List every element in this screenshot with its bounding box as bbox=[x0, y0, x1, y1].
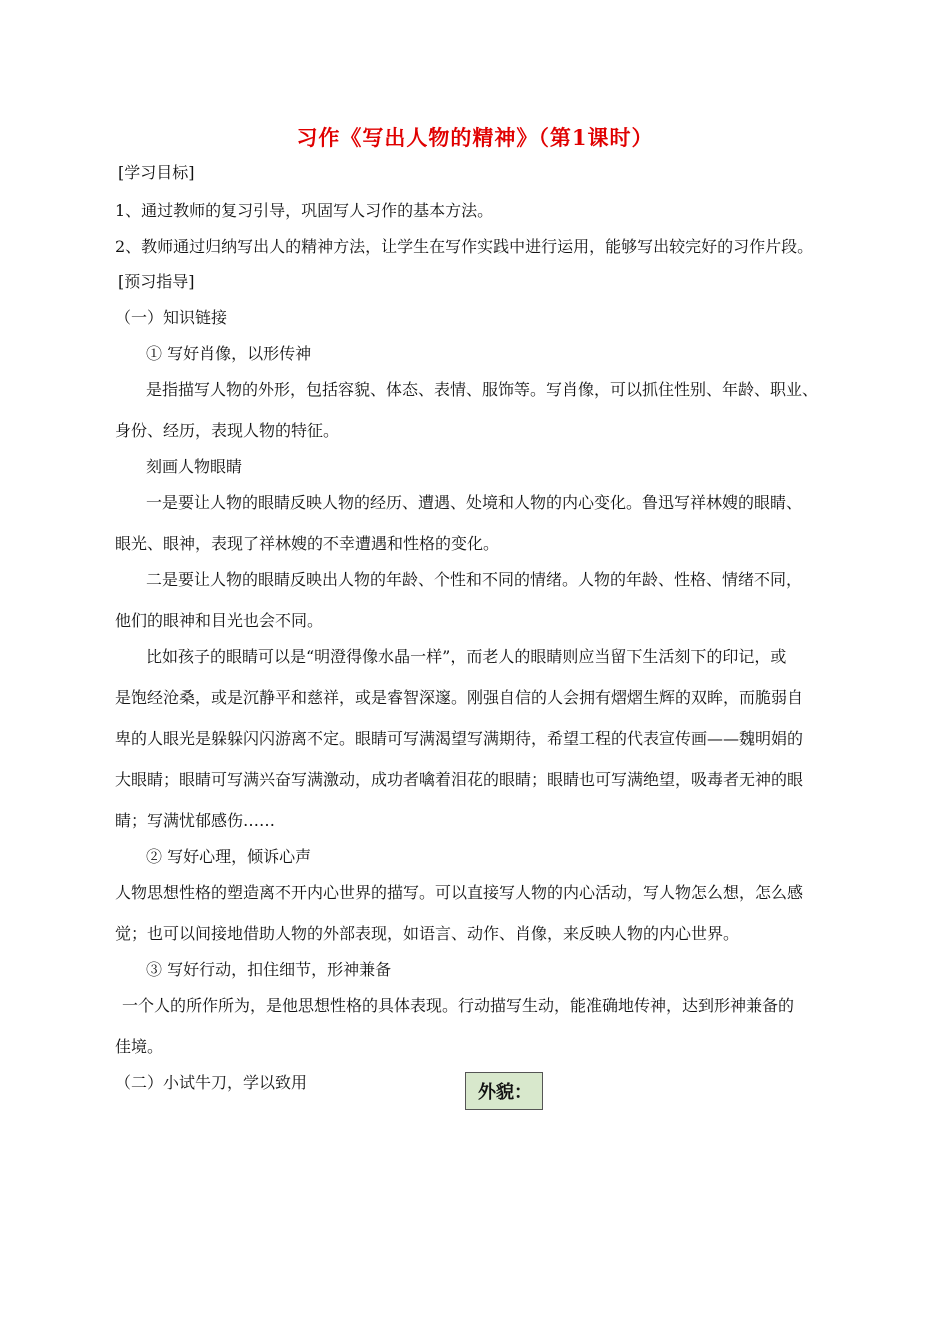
paragraph-line: 人物思想性格的塑造离不开内心世界的描写。可以直接写人物的内心活动，写人物怎么想，怎么感 bbox=[115, 883, 804, 902]
page-title: 习作《写出人物的精神》（第1课时） bbox=[296, 125, 654, 150]
point-portrait-heading: ① 写好肖像，以形传神 bbox=[146, 344, 312, 363]
paragraph-line: 身份、经历，表现人物的特征。 bbox=[115, 421, 340, 440]
objective-1: 1、通过教师的复习引导，巩固写人习作的基本方法。 bbox=[115, 201, 494, 220]
paragraph-line: 大眼睛；眼睛可写满兴奋写满激动，成功者噙着泪花的眼睛；眼睛也可写满绝望，吸毒者无神的眼 bbox=[115, 770, 804, 789]
paragraph-line: 睛；写满忧郁感伤…… bbox=[115, 811, 276, 830]
appearance-label: 外貌： bbox=[478, 1082, 532, 1103]
section-heading-objectives: [学习目标] bbox=[118, 163, 195, 182]
paragraph-line: 眼光、眼神，表现了祥林嫂的不幸遭遇和性格的变化。 bbox=[115, 534, 500, 553]
paragraph-line: 卑的人眼光是躲躲闪闪游离不定。眼睛可写满渴望写满期待，希望工程的代表宣传画——魏明娟的 bbox=[115, 729, 804, 748]
paragraph-line: 佳境。 bbox=[115, 1037, 164, 1056]
section-heading-preview: [预习指导] bbox=[118, 272, 195, 291]
paragraph-line: 二是要让人物的眼睛反映出人物的年龄、个性和不同的情绪。人物的年龄、性格、情绪不同， bbox=[146, 570, 803, 589]
objective-2: 2、教师通过归纳写出人的精神方法，让学生在写作实践中进行运用，能够写出较完好的习作片段。 bbox=[115, 237, 814, 256]
appearance-label-box bbox=[465, 1072, 543, 1110]
subsection-knowledge-link: （一）知识链接 bbox=[115, 308, 228, 327]
paragraph-line: 比如孩子的眼睛可以是“明澄得像水晶一样”，而老人的眼睛则应当留下生活刻下的印记，或 bbox=[146, 647, 787, 666]
paragraph-line: 一个人的所作所为，是他思想性格的具体表现。行动描写生动，能准确地传神，达到形神兼备的 bbox=[122, 996, 795, 1015]
point-action-heading: ③ 写好行动，扣住细节，形神兼备 bbox=[146, 960, 392, 979]
paragraph-line: 他们的眼神和目光也会不同。 bbox=[115, 611, 324, 630]
paragraph-line: 是饱经沧桑，或是沉静平和慈祥，或是睿智深邃。刚强自信的人会拥有熠熠生辉的双眸，而脆弱自 bbox=[115, 688, 804, 707]
paragraph-line: 觉；也可以间接地借助人物的外部表现，如语言、动作、肖像，来反映人物的内心世界。 bbox=[115, 924, 740, 943]
point-psychology-heading: ② 写好心理，倾诉心声 bbox=[146, 847, 312, 866]
paragraph-line: 一是要让人物的眼睛反映人物的经历、遭遇、处境和人物的内心变化。鲁迅写祥林嫂的眼睛、 bbox=[146, 493, 803, 512]
point-eyes-heading: 刻画人物眼睛 bbox=[146, 457, 243, 476]
subsection-practice: （二）小试牛刀，学以致用 bbox=[115, 1073, 308, 1092]
paragraph-line: 是指描写人物的外形，包括容貌、体态、表情、服饰等。写肖像，可以抓住性别、年龄、职业、 bbox=[146, 380, 819, 399]
